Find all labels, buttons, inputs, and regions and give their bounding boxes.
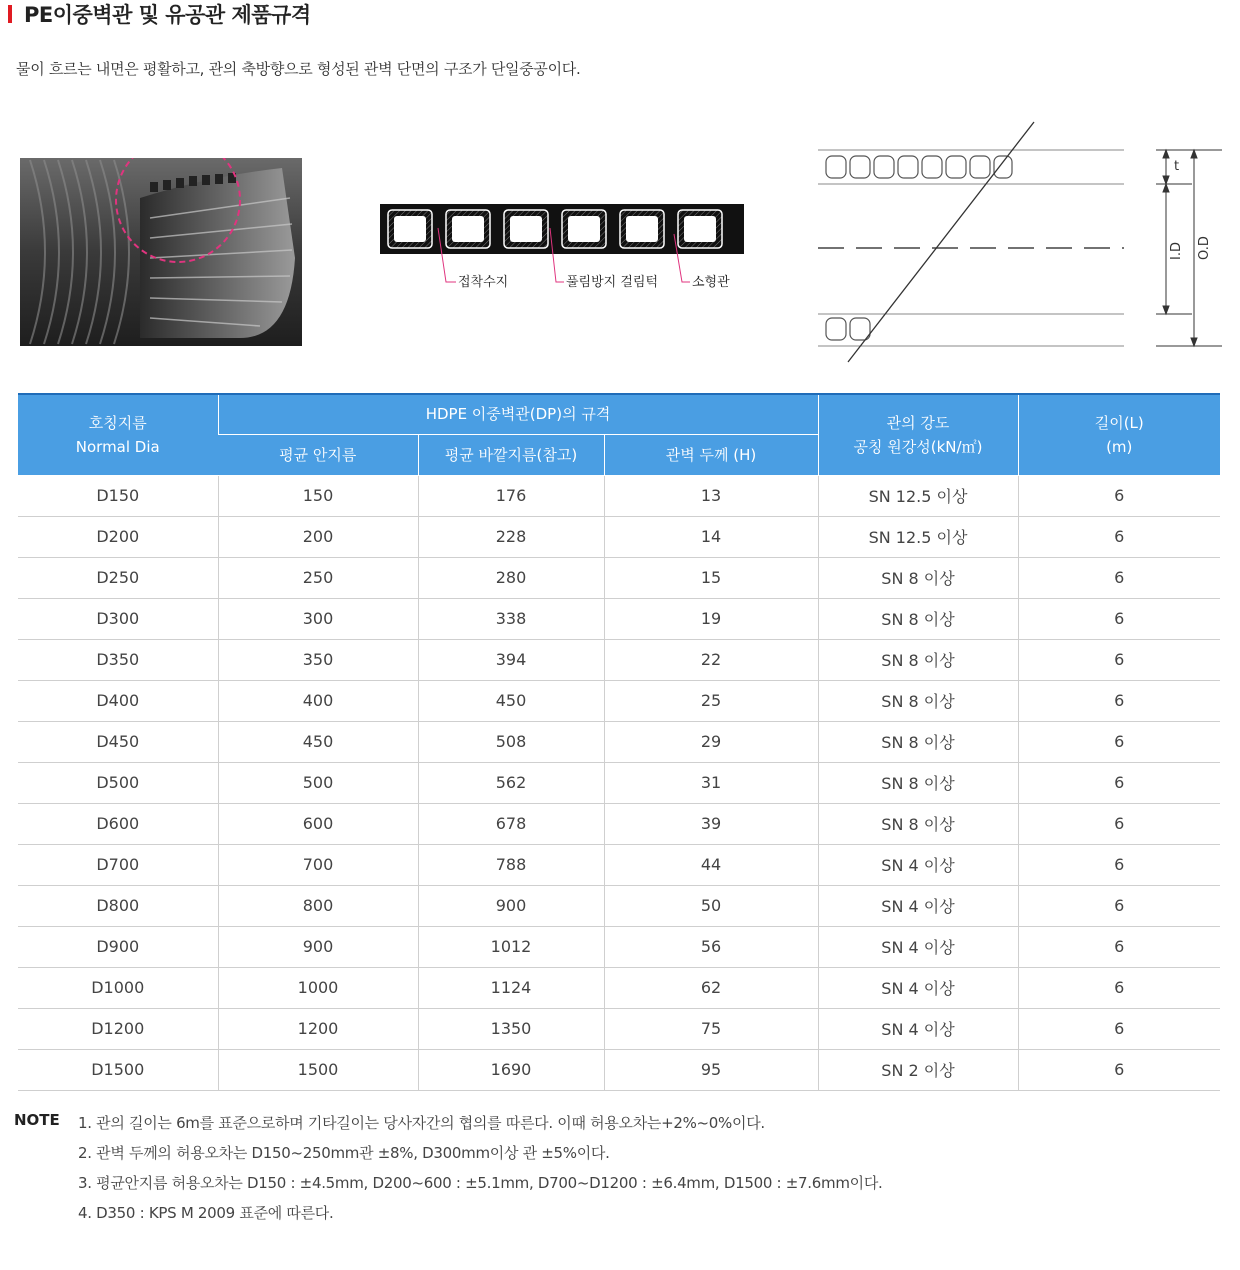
cell-length: 6 (1018, 639, 1220, 680)
cell-dia: D400 (18, 680, 218, 721)
header-nominal-diameter (18, 394, 218, 475)
cell-dia: D1200 (18, 1008, 218, 1049)
cell-outer: 280 (418, 557, 604, 598)
cell-outer: 1350 (418, 1008, 604, 1049)
cell-inner: 700 (218, 844, 418, 885)
header-length-1: 길이(L) (1094, 413, 1144, 432)
cell-inner: 1000 (218, 967, 418, 1008)
cell-outer: 1690 (418, 1049, 604, 1090)
cell-strength: SN 8 이상 (818, 803, 1018, 844)
cell-length: 6 (1018, 762, 1220, 803)
cell-dia: D600 (18, 803, 218, 844)
cell-inner: 500 (218, 762, 418, 803)
cell-outer: 562 (418, 762, 604, 803)
page-title-block (8, 0, 311, 28)
cell-wall: 75 (604, 1008, 818, 1049)
header-avg-inner-diameter: 평균 안지름 (218, 434, 418, 475)
callout-anti-loosening-ridge: 풀림방지 걸림턱 (566, 275, 659, 290)
wall-cross-section-diagram (378, 198, 748, 298)
cell-inner: 400 (218, 680, 418, 721)
table-row (18, 598, 1220, 639)
header-strength-1: 관의 강도 (886, 413, 950, 432)
cell-inner: 250 (218, 557, 418, 598)
table-row (18, 885, 1220, 926)
cell-strength: SN 12.5 이상 (818, 475, 1018, 516)
dim-label-thickness: t (1174, 159, 1180, 174)
header-nominal-en: Normal Dia (75, 437, 160, 456)
page-description: 물이 흐르는 내면은 평활하고, 관의 축방향으로 형성된 관벽 단면의 구조가 단일중공이다. (16, 60, 581, 78)
cell-outer: 338 (418, 598, 604, 639)
header-hdpe-group: HDPE 이중벽관(DP)의 규격 (218, 394, 818, 434)
note-item: 1. 관의 길이는 6m를 표준으로하며 기타길이는 당사자간의 협의를 따른다. 이때 허용오차는+2%~0%이다. (78, 1114, 765, 1132)
cell-inner: 1500 (218, 1049, 418, 1090)
cell-strength: SN 2 이상 (818, 1049, 1018, 1090)
cell-strength: SN 4 이상 (818, 1008, 1018, 1049)
header-length-2: (m) (1106, 437, 1133, 456)
header-avg-outer-diameter: 평균 바깥지름(참고) (418, 434, 604, 475)
table-row (18, 926, 1220, 967)
pipe-photo-image (20, 158, 302, 346)
table-row (18, 967, 1220, 1008)
table-row (18, 516, 1220, 557)
cell-inner: 150 (218, 475, 418, 516)
cell-length: 6 (1018, 926, 1220, 967)
dim-label-outer-diameter: O.D (1197, 236, 1212, 260)
cell-wall: 14 (604, 516, 818, 557)
cell-strength: SN 4 이상 (818, 885, 1018, 926)
cell-wall: 15 (604, 557, 818, 598)
cell-dia: D900 (18, 926, 218, 967)
cell-strength: SN 4 이상 (818, 967, 1018, 1008)
cell-outer: 788 (418, 844, 604, 885)
cell-length: 6 (1018, 803, 1220, 844)
title-accent-bar (8, 5, 12, 23)
page-title: PE이중벽관 및 유공관 제품규격 (24, 3, 311, 27)
cell-inner: 900 (218, 926, 418, 967)
table-row (18, 762, 1220, 803)
cell-inner: 450 (218, 721, 418, 762)
cell-wall: 29 (604, 721, 818, 762)
spec-table-body (18, 475, 1220, 1090)
cell-strength: SN 8 이상 (818, 639, 1018, 680)
notes-list (78, 1108, 1208, 1228)
cell-length: 6 (1018, 680, 1220, 721)
header-nominal-ko: 호칭지름 (88, 413, 147, 432)
cell-length: 6 (1018, 1049, 1220, 1090)
cell-strength: SN 12.5 이상 (818, 516, 1018, 557)
cell-dia: D700 (18, 844, 218, 885)
cell-wall: 56 (604, 926, 818, 967)
cell-length: 6 (1018, 598, 1220, 639)
cell-length: 6 (1018, 475, 1220, 516)
pipe-dimension-diagram (812, 118, 1222, 366)
cell-inner: 200 (218, 516, 418, 557)
table-row (18, 803, 1220, 844)
cell-outer: 508 (418, 721, 604, 762)
cell-strength: SN 8 이상 (818, 721, 1018, 762)
table-row (18, 557, 1220, 598)
spec-table (18, 393, 1220, 1091)
cell-length: 6 (1018, 721, 1220, 762)
cell-length: 6 (1018, 1008, 1220, 1049)
cell-dia: D500 (18, 762, 218, 803)
cell-length: 6 (1018, 885, 1220, 926)
notes-label: NOTE (14, 1111, 60, 1129)
cell-wall: 62 (604, 967, 818, 1008)
note-item: 2. 관벽 두께의 허용오차는 D150~250mm관 ±8%, D300mm이상 관 ±5%이다. (78, 1144, 610, 1162)
cell-dia: D800 (18, 885, 218, 926)
cell-outer: 394 (418, 639, 604, 680)
cell-outer: 678 (418, 803, 604, 844)
cell-dia: D350 (18, 639, 218, 680)
table-row (18, 639, 1220, 680)
cell-strength: SN 8 이상 (818, 680, 1018, 721)
cell-wall: 31 (604, 762, 818, 803)
cell-length: 6 (1018, 967, 1220, 1008)
cell-wall: 22 (604, 639, 818, 680)
cell-wall: 19 (604, 598, 818, 639)
cell-wall: 13 (604, 475, 818, 516)
cell-outer: 900 (418, 885, 604, 926)
cell-wall: 25 (604, 680, 818, 721)
cell-wall: 95 (604, 1049, 818, 1090)
cell-length: 6 (1018, 557, 1220, 598)
callout-small-tube: 소형관 (692, 275, 730, 290)
cell-inner: 350 (218, 639, 418, 680)
cell-dia: D250 (18, 557, 218, 598)
dim-label-inner-diameter: I.D (1169, 242, 1184, 260)
header-length (1018, 394, 1220, 475)
table-row (18, 475, 1220, 516)
cell-dia: D300 (18, 598, 218, 639)
cell-inner: 300 (218, 598, 418, 639)
cell-wall: 44 (604, 844, 818, 885)
table-row (18, 1008, 1220, 1049)
cell-outer: 450 (418, 680, 604, 721)
cell-strength: SN 8 이상 (818, 557, 1018, 598)
header-wall-thickness: 관벽 두께 (H) (604, 434, 818, 475)
cell-dia: D450 (18, 721, 218, 762)
callout-adhesive-resin: 접착수지 (458, 275, 509, 290)
cell-dia: D150 (18, 475, 218, 516)
cell-length: 6 (1018, 516, 1220, 557)
cell-outer: 176 (418, 475, 604, 516)
header-strength-2: 공칭 원강성(kN/㎡) (853, 437, 983, 456)
cell-wall: 50 (604, 885, 818, 926)
cell-strength: SN 4 이상 (818, 926, 1018, 967)
header-strength (818, 394, 1018, 475)
cell-dia: D1000 (18, 967, 218, 1008)
cell-length: 6 (1018, 844, 1220, 885)
cell-inner: 1200 (218, 1008, 418, 1049)
cell-dia: D200 (18, 516, 218, 557)
cell-strength: SN 4 이상 (818, 844, 1018, 885)
cell-outer: 1012 (418, 926, 604, 967)
cell-dia: D1500 (18, 1049, 218, 1090)
table-row (18, 1049, 1220, 1090)
cell-outer: 1124 (418, 967, 604, 1008)
table-row (18, 680, 1220, 721)
table-row (18, 721, 1220, 762)
note-item: 3. 평균안지름 허용오차는 D150 : ±4.5mm, D200~600 : ±5.1mm, D700~D1200 : ±6.4mm, D1500 : ±7.6mm이다. (78, 1174, 883, 1192)
table-row (18, 844, 1220, 885)
cell-inner: 600 (218, 803, 418, 844)
cell-strength: SN 8 이상 (818, 762, 1018, 803)
note-item: 4. D350 : KPS M 2009 표준에 따른다. (78, 1204, 334, 1222)
cell-strength: SN 8 이상 (818, 598, 1018, 639)
cell-inner: 800 (218, 885, 418, 926)
cell-wall: 39 (604, 803, 818, 844)
cell-outer: 228 (418, 516, 604, 557)
